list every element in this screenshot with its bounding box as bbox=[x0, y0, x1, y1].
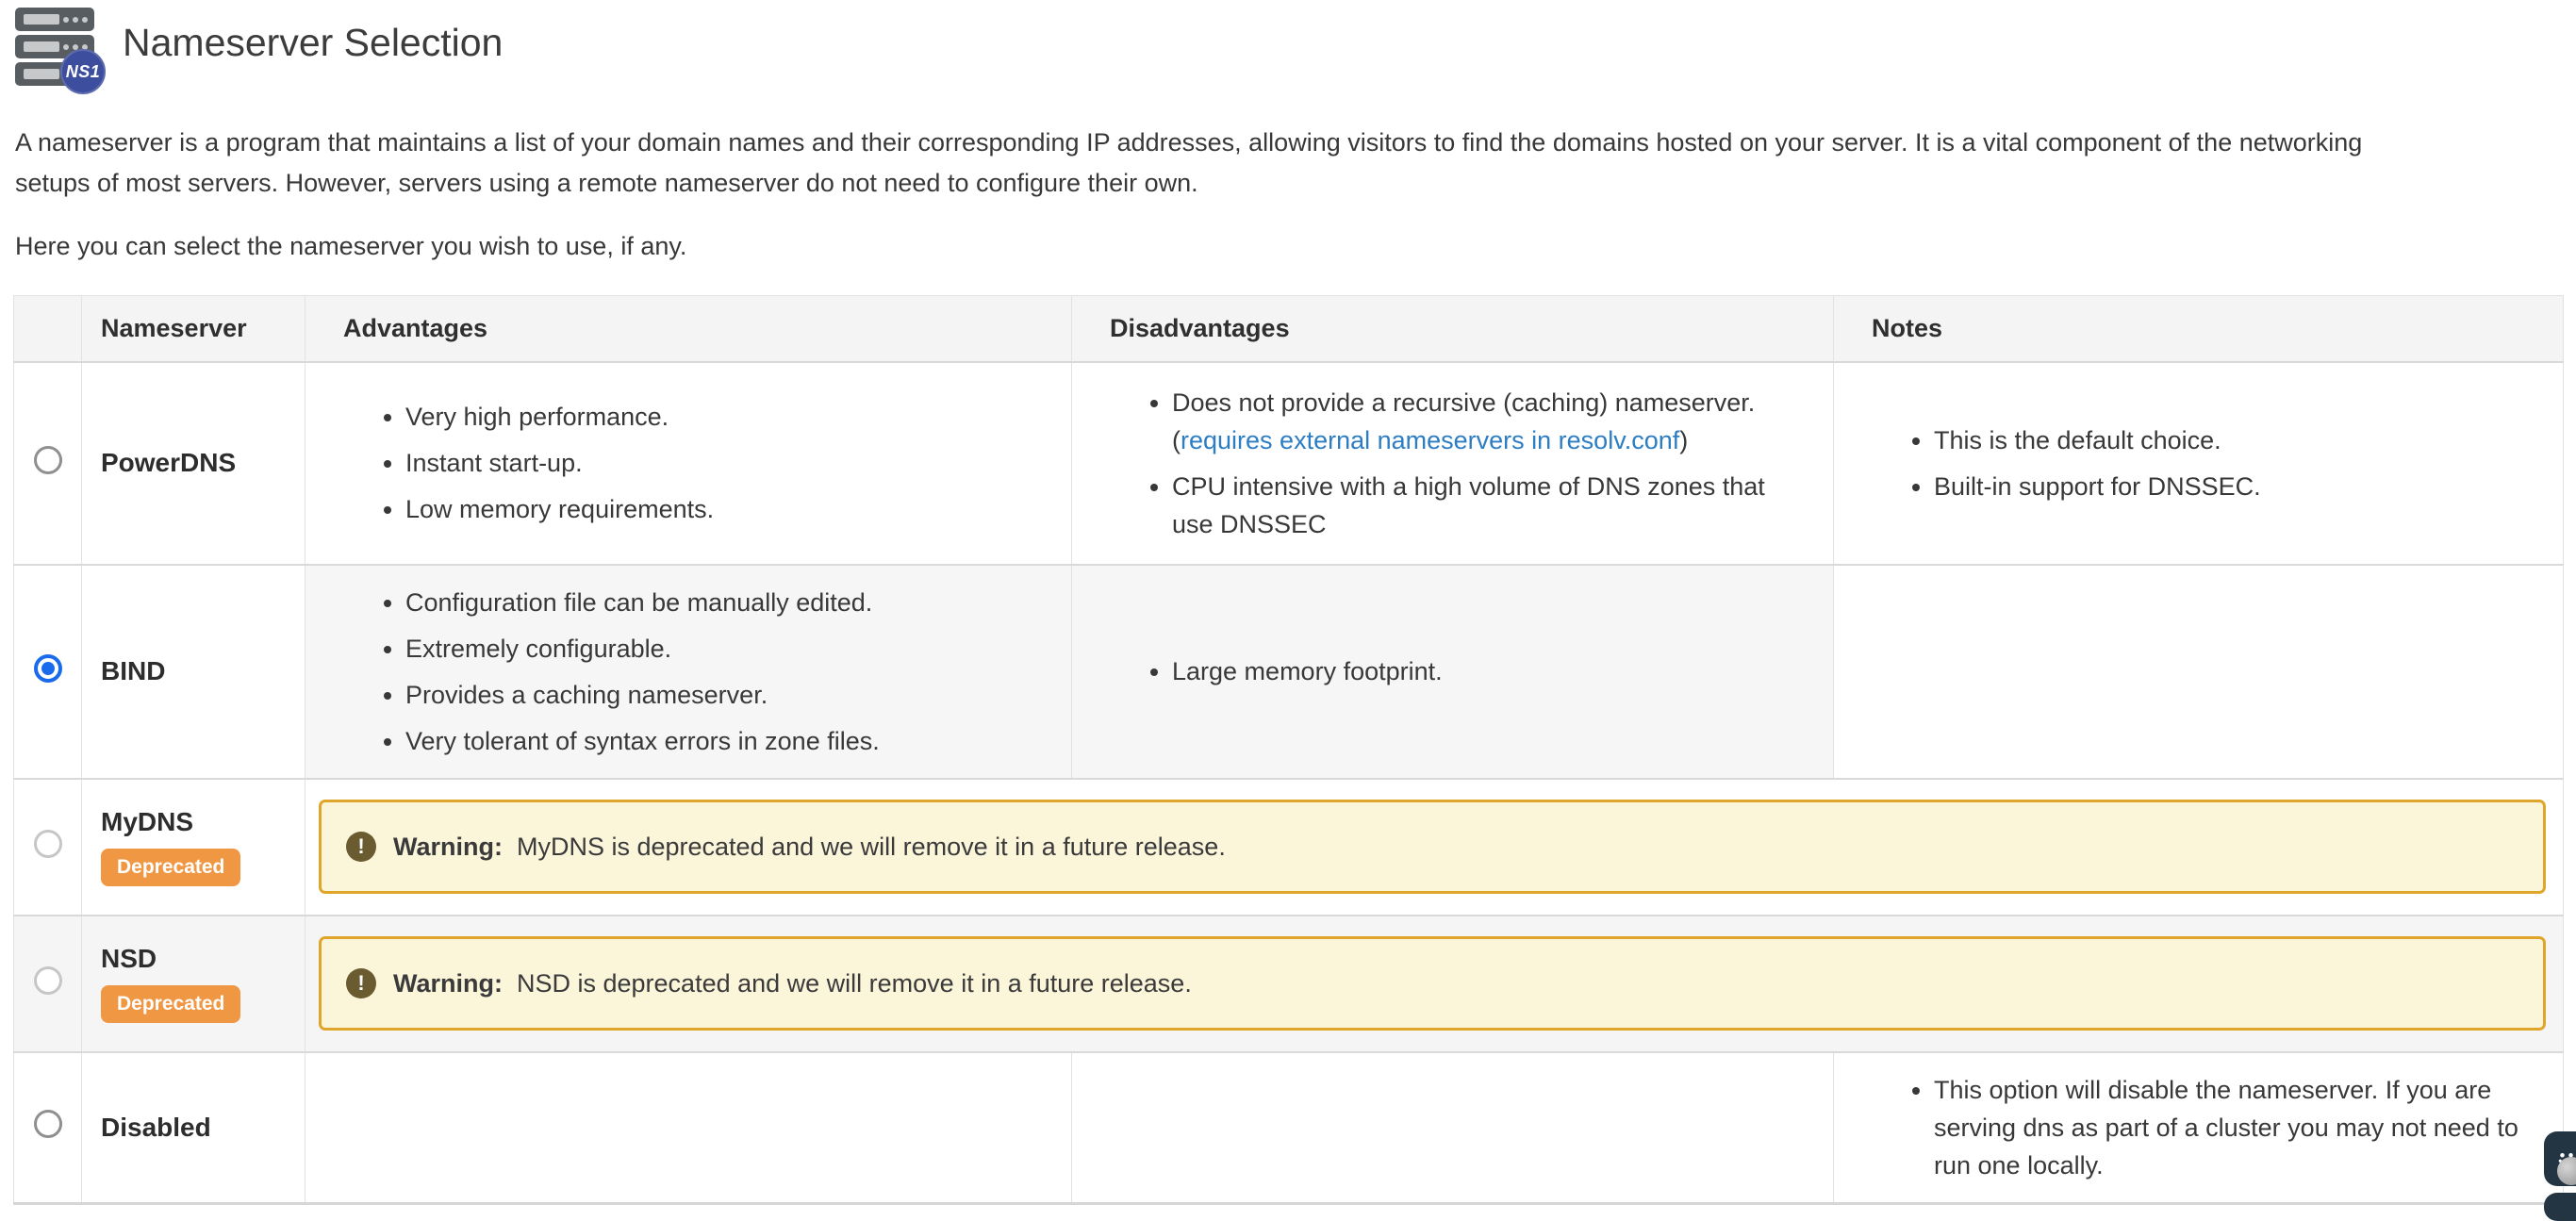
chat-widget-secondary-button[interactable] bbox=[2544, 1193, 2576, 1221]
table-row-disabled bbox=[14, 1052, 2564, 1204]
intro-text: A nameserver is a program that maintains a list of your domain names and their corresponding IP addresses, allowing visitors to find the domains hosted on your server. It is a vital component of the networking setups of most servers. However, servers using a remote nameserver do not need to configure their own. bbox=[15, 128, 2363, 197]
powerdns-name-cell bbox=[82, 362, 305, 565]
disadvantage-item bbox=[1172, 384, 1810, 459]
table-row-powerdns bbox=[14, 362, 2564, 565]
ns1-badge: NS1 bbox=[60, 49, 106, 94]
advantage-item: • Instant start-up. bbox=[405, 444, 1049, 482]
bind-radio-cell bbox=[14, 565, 82, 779]
powerdns-radio-cell bbox=[14, 362, 82, 565]
disabled-advantages-cell bbox=[305, 1052, 1072, 1204]
mydns-name-cell bbox=[82, 779, 305, 916]
page-header bbox=[15, 8, 2563, 91]
note-item: • This is the default choice. bbox=[1934, 421, 2540, 459]
warning-icon: ! bbox=[346, 968, 376, 998]
note-item: • This option will disable the nameserver. If you are serving dns as part of a cluster you may not need to run one locally. bbox=[1934, 1071, 2540, 1184]
page-title: Nameserver Selection bbox=[123, 21, 504, 64]
radio-column-header bbox=[14, 296, 82, 362]
nameserver-server-icon bbox=[15, 8, 101, 91]
disabled-disadvantages-cell bbox=[1072, 1052, 1834, 1204]
powerdns-radio[interactable] bbox=[34, 446, 62, 474]
server-dots-icon bbox=[63, 44, 69, 50]
bind-disadvantages-cell bbox=[1072, 565, 1834, 779]
disabled-radio[interactable] bbox=[34, 1110, 62, 1138]
disadvantage-text: Does not provide a recursive (caching) nameserver. ( bbox=[1172, 388, 1756, 454]
select-instruction-text: Here you can select the nameserver you wish to use, if any. bbox=[15, 232, 687, 260]
bind-advantages-cell bbox=[305, 565, 1072, 779]
server-rack-bar bbox=[15, 8, 94, 31]
mydns-warning-cell bbox=[305, 779, 2564, 916]
disabled-radio-cell bbox=[14, 1052, 82, 1204]
advantage-item: • Extremely configurable. bbox=[405, 630, 1049, 668]
warning-label: Warning: bbox=[393, 968, 503, 998]
bind-notes-cell bbox=[1834, 565, 2564, 779]
disadvantages-column-header: Disadvantages bbox=[1072, 296, 1834, 362]
deprecated-badge: Deprecated bbox=[101, 849, 240, 886]
advantage-item: • Very high performance. bbox=[405, 398, 1049, 436]
powerdns-disadvantages-cell bbox=[1072, 362, 1834, 565]
nameserver-label: BIND bbox=[101, 656, 166, 685]
nameserver-label: PowerDNS bbox=[101, 448, 237, 477]
advantage-item: • Provides a caching nameserver. bbox=[405, 676, 1049, 714]
warning-icon: ! bbox=[346, 832, 376, 862]
nameserver-label: MyDNS bbox=[101, 807, 194, 836]
advantages-column-header: Advantages bbox=[305, 296, 1072, 362]
bind-name-cell bbox=[82, 565, 305, 779]
table-row-mydns bbox=[14, 779, 2564, 916]
server-dots-icon bbox=[63, 17, 69, 23]
table-row-nsd bbox=[14, 916, 2564, 1052]
disadvantage-text: ) bbox=[1679, 425, 1689, 454]
nameserver-selection-page bbox=[0, 8, 2576, 1205]
advantage-item: • Very tolerant of syntax errors in zone files. bbox=[405, 722, 1049, 760]
nameserver-column-header: Nameserver bbox=[82, 296, 305, 362]
nameserver-label: Disabled bbox=[101, 1112, 211, 1142]
nsd-radio[interactable] bbox=[34, 966, 62, 995]
disadvantage-item: • CPU intensive with a high volume of DNS zones that use DNSSEC bbox=[1172, 468, 1810, 543]
nsd-radio-cell bbox=[14, 916, 82, 1052]
nsd-name-cell bbox=[82, 916, 305, 1052]
nameserver-label: NSD bbox=[101, 944, 157, 973]
table-header-row bbox=[14, 296, 2564, 362]
warning-message: NSD is deprecated and we will remove it in a future release. bbox=[516, 968, 1192, 998]
warning-banner bbox=[319, 936, 2546, 1031]
warning-banner bbox=[319, 800, 2546, 894]
mydns-radio-cell bbox=[14, 779, 82, 916]
mydns-radio[interactable] bbox=[34, 830, 62, 858]
resolv-conf-link[interactable]: requires external nameservers in resolv.conf bbox=[1181, 425, 1680, 454]
table-row-bind bbox=[14, 565, 2564, 779]
notes-column-header: Notes bbox=[1834, 296, 2564, 362]
bind-radio-selected[interactable] bbox=[34, 654, 62, 683]
advantage-item: • Low memory requirements. bbox=[405, 490, 1049, 528]
warning-message: MyDNS is deprecated and we will remove it in a future release. bbox=[516, 832, 1226, 861]
powerdns-notes-cell bbox=[1834, 362, 2564, 565]
advantage-item: • Configuration file can be manually edited. bbox=[405, 584, 1049, 621]
nameserver-table bbox=[13, 295, 2564, 1205]
disadvantage-item: • Large memory footprint. bbox=[1172, 652, 1810, 690]
disabled-name-cell bbox=[82, 1052, 305, 1204]
note-item: • Built-in support for DNSSEC. bbox=[1934, 468, 2540, 505]
deprecated-badge: Deprecated bbox=[101, 985, 240, 1023]
warning-label: Warning: bbox=[393, 832, 503, 861]
nsd-warning-cell bbox=[305, 916, 2564, 1052]
disabled-notes-cell bbox=[1834, 1052, 2564, 1204]
powerdns-advantages-cell bbox=[305, 362, 1072, 565]
